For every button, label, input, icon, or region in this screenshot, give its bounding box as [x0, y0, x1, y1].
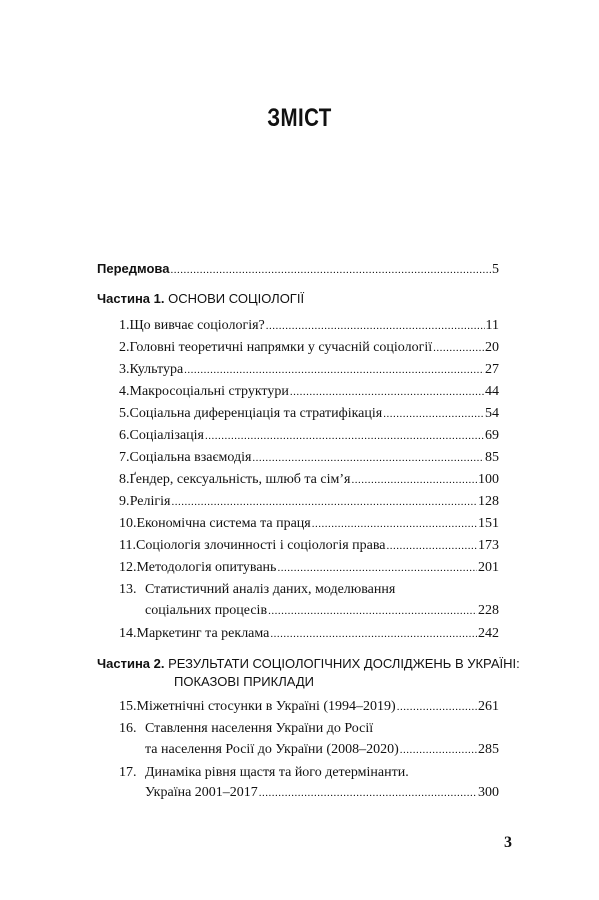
entry-title-line2: Україна 2001–2017 — [145, 785, 258, 800]
toc-entry-14 — [119, 626, 499, 642]
entry-title: Економічна система та праця — [136, 516, 311, 531]
chapter-number: 5. — [119, 406, 130, 421]
chapter-number: 1. — [119, 318, 130, 333]
part2-heading-line2 — [174, 674, 314, 690]
toc-entry-10 — [119, 516, 499, 532]
chapter-number: 7. — [119, 450, 130, 465]
toc-entry-13-line1 — [119, 582, 395, 598]
dot-leader — [270, 626, 477, 642]
entry-page: 151 — [478, 516, 499, 531]
part2-name-line2: ПОКАЗОВІ ПРИКЛАДИ — [174, 674, 314, 689]
entry-page: 11 — [485, 318, 499, 333]
entry-page: 100 — [478, 472, 499, 487]
dot-leader — [171, 494, 477, 510]
entry-page: 54 — [485, 406, 499, 421]
chapter-number: 3. — [119, 362, 130, 377]
entry-page: 228 — [478, 603, 499, 618]
dot-leader — [397, 699, 477, 715]
entry-title: Передмова — [97, 261, 170, 276]
chapter-number: 17. — [119, 765, 137, 780]
entry-title-line1: Статистичний аналіз даних, моделювання — [145, 582, 396, 597]
dot-leader — [351, 472, 477, 488]
entry-title-line1: Динаміка рівня щастя та його детермінанти. — [145, 765, 409, 780]
entry-page: 261 — [478, 699, 499, 714]
dot-leader — [259, 785, 477, 801]
entry-title: Релігія — [129, 494, 171, 509]
chapter-number: 11. — [119, 538, 136, 553]
part2-name-line1: РЕЗУЛЬТАТИ СОЦІОЛОГІЧНИХ ДОСЛІДЖЕНЬ В УКРАЇНІ: — [168, 656, 520, 671]
dot-leader — [400, 742, 477, 758]
entry-title-line1: Ставлення населення України до Росії — [145, 721, 374, 736]
toc-entry-17-line1 — [119, 765, 409, 781]
toc-entry-7 — [119, 450, 499, 466]
part2-heading — [97, 656, 520, 672]
entry-title: Методологія опитувань — [136, 560, 277, 575]
toc-title: ЗМІСТ — [267, 104, 332, 132]
chapter-number: 9. — [119, 494, 130, 509]
entry-title-line2: та населення Росії до України (2008–2020) — [145, 742, 399, 757]
chapter-number: 16. — [119, 721, 137, 736]
toc-entry-3 — [119, 362, 499, 378]
part1-prefix: Частина 1. — [97, 291, 165, 306]
entry-title-line2: соціальних процесів — [145, 603, 268, 618]
entry-title: Міжетнічні стосунки в Україні (1994–2019) — [136, 699, 396, 714]
part1-heading — [97, 291, 304, 307]
page-number: 3 — [504, 834, 512, 851]
entry-title: Що вивчає соціологія? — [129, 318, 265, 333]
entry-page: 285 — [478, 742, 499, 757]
toc-entry-16 — [145, 742, 499, 758]
dot-leader — [252, 450, 484, 466]
dot-leader — [387, 538, 477, 554]
toc-entry-12 — [119, 560, 499, 576]
part2-prefix: Частина 2. — [97, 656, 165, 671]
entry-title: Головні теоретичні напрямки у сучасній соціології — [129, 340, 433, 355]
entry-title: Ґендер, сексуальність, шлюб та сім’я — [129, 472, 351, 487]
dot-leader — [312, 516, 477, 532]
toc-entry-6 — [119, 428, 499, 444]
chapter-number: 8. — [119, 472, 130, 487]
toc-entry-8 — [119, 472, 499, 488]
entry-page: 173 — [478, 538, 499, 553]
entry-page: 242 — [478, 626, 499, 641]
entry-title: Соціальна взаємодія — [129, 450, 252, 465]
entry-page: 128 — [478, 494, 499, 509]
entry-page: 5 — [492, 262, 499, 277]
entry-title: Маркетинг та реклама — [136, 626, 270, 641]
entry-page: 85 — [485, 450, 499, 465]
toc-entry-9 — [119, 494, 499, 510]
dot-leader — [266, 318, 485, 334]
entry-page: 44 — [485, 384, 499, 399]
toc-entry-1 — [119, 318, 499, 334]
chapter-number: 4. — [119, 384, 130, 399]
chapter-number: 6. — [119, 428, 130, 443]
toc-entry-5 — [119, 406, 499, 422]
dot-leader — [290, 384, 484, 400]
toc-entry-17 — [145, 785, 499, 801]
toc-entry-11 — [119, 538, 499, 554]
dot-leader — [383, 406, 484, 422]
entry-page: 201 — [478, 560, 499, 575]
chapter-number: 10. — [119, 516, 137, 531]
chapter-number: 15. — [119, 699, 137, 714]
dot-leader — [433, 340, 484, 356]
entry-page: 300 — [478, 785, 499, 800]
toc-entry-16-line1 — [119, 721, 373, 737]
entry-page: 69 — [485, 428, 499, 443]
dot-leader — [184, 362, 484, 378]
entry-title: Макросоціальні структури — [129, 384, 289, 399]
part1-name: ОСНОВИ СОЦІОЛОГІЇ — [168, 291, 305, 306]
chapter-number: 2. — [119, 340, 130, 355]
toc-entry-15 — [119, 699, 499, 715]
dot-leader — [268, 603, 477, 619]
dot-leader — [277, 560, 477, 576]
entry-title: Соціальна диференціація та стратифікація — [129, 406, 383, 421]
entry-title: Соціологія злочинності і соціологія права — [135, 538, 386, 553]
chapter-number: 14. — [119, 626, 137, 641]
dot-leader — [205, 428, 484, 444]
toc-entry-13 — [145, 603, 499, 619]
chapter-number: 13. — [119, 582, 137, 597]
toc-entry-2 — [119, 340, 499, 356]
entry-title: Культура — [129, 362, 184, 377]
toc-entry-preface — [97, 261, 499, 278]
entry-page: 20 — [485, 340, 499, 355]
entry-title: Соціалізація — [129, 428, 204, 443]
toc-entry-4 — [119, 384, 499, 400]
chapter-number: 12. — [119, 560, 137, 575]
entry-page: 27 — [485, 362, 499, 377]
dot-leader — [170, 262, 491, 278]
